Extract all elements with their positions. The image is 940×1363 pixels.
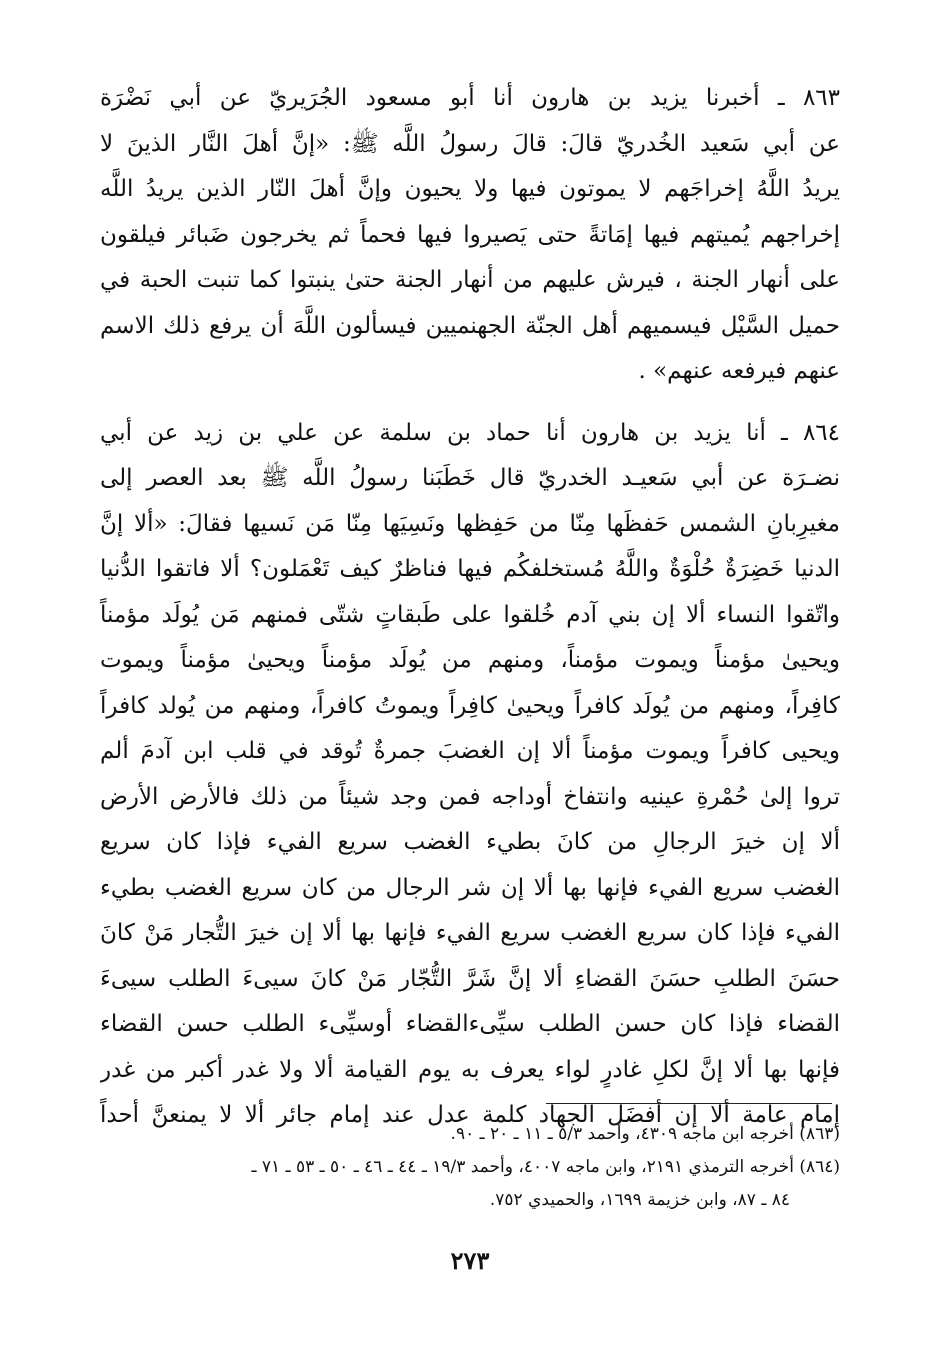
text-line: على أنهار الجنة ، فيرش عليهم من أنهار الجنة حتىٰ ينبتوا كما تنبت الحبة في — [100, 267, 840, 293]
text-line: حسَنَ الطلبِ حسَنَ القضاءِ ألا إنَّ شَرَّ التُّجّار مَنْ كانَ سيىءَ الطلب سيىءَ — [100, 965, 840, 992]
text-line: تروا إلىٰ حُمْرةِ عينيه وانتفاخ أوداجه فمن وجد شيئاً من ذلك فالأرض الأرض — [100, 783, 840, 810]
page-number: ٢٧٣ — [450, 1246, 490, 1275]
hadith-paragraph-863 — [100, 76, 840, 395]
text-line: ٨٦٣ ـ أخبرنا يزيد بن هارون أنا أبو مسعود الجُرَيريّ عن أبي نَضْرَة — [100, 85, 840, 111]
text-line: يريدُ اللَّهُ إخراجَهم لا يموتون فيها ولا يحيون وإنَّ أهلَ النّار الذين يريدُ اللَّه — [100, 176, 840, 202]
text-line: الغضب سريع الفيء فإنها بها ألا إن شر الرجال من كان سريع الغضب بطيء — [100, 874, 840, 901]
text-line: عن أبي سَعيد الخُدريّ قالَ: قالَ رسولُ اللَّه ﷺ: «إنَّ أهلَ النَّار الذينَ لا — [100, 130, 840, 157]
text-line: حميل السَّيْل فيسميهم أهل الجنّة الجهنميين فيسألون اللَّهَ أن يرفع ذلك الاسم — [100, 312, 840, 339]
text-line: مغيرِبانِ الشمس حَفظَها مِنّا من حَفِظها ونَسِيَها مِنّا مَن نَسيها فقالَ: «ألا إنَّ — [100, 510, 840, 537]
text-line: القضاء فإذا كان حسن الطلب سيِّىءالقضاء أوسيِّىء الطلب حسن القضاء — [100, 1011, 840, 1037]
text-line: نضـرَة عن أبي سَعيـد الخدريّ قال خَطَبَنا رسولُ اللَّه ﷺ بعد العصر إلى — [100, 465, 840, 491]
text-line: إخراجهم يُميتهم فيها إمَاتةً حتى يَصيروا فيها فحماً ثم يخرجون ضَبائر فيلقون — [100, 221, 840, 248]
main-text — [100, 76, 840, 1139]
text-line: فإنها بها ألا إنَّ لكلِ غادرٍ لواء يعرف به يوم القيامة ألا ولا غدر أكبر من غدر — [100, 1056, 840, 1083]
paragraph-gap — [100, 395, 840, 411]
footnote-864: (٨٦٤) أخرجه الترمذي ٢١٩١، وابن ماجه ٤٠٠٧، وأحمد ١٩/٣ ـ ٤٤ ـ ٤٦ ـ ٥٠ ـ ٥٣ ـ ٧١ ـ — [251, 1157, 840, 1177]
text-line: كافِراً، ومنهم من يُولَد كافراً ويحيىٰ كافِراً ويموتُ كافراً، ومنهم من يُولد كافراً — [100, 692, 840, 719]
text-line: ويحيى كافراً ويموت مؤمناً ألا إن الغضبَ جمرةٌ تُوقد في قلب ابن آدمَ ألم — [100, 738, 840, 764]
footnote-863: (٨٦٣) أخرجه ابن ماجه ٤٣٠٩، وأحمد ٥/٣ ـ ١١ ـ ٢٠ ـ ٩٠. — [450, 1124, 840, 1144]
text-line: إمام عامة ألا إن أفضَل الجهاد كلمة عدل عند إمام جائر ألا لا يمنعنَّ أحداً — [100, 1102, 840, 1128]
text-line: عنهم فيرفعه عنهم» . — [638, 358, 840, 384]
text-line: الفيء فإذا كان سريع الغضب سريع الفيء فإنها بها ألا إن خيرَ التُّجار مَنْ كانَ — [100, 920, 840, 946]
hadith-paragraph-864 — [100, 411, 840, 1139]
text-line: ويحيىٰ مؤمناً ويموت مؤمناً، ومنهم من يُولَد مؤمناً ويحيىٰ مؤمناً ويموت — [100, 647, 840, 673]
footnote-separator — [546, 1103, 832, 1104]
text-line: واتّقوا النساء ألا إن بني آدم خُلقوا على طَبقاتٍ شتّى فمنهم مَن يُولَد مؤمناً — [100, 601, 840, 628]
footnote-864-continued: ٨٤ ـ ٨٧، وابن خزيمة ١٦٩٩، والحميدي ٧٥٢. — [489, 1190, 790, 1210]
text-line: ألا إن خيرَ الرجالِ من كانَ بطيء الغضب سريع الفيء فإذا كان سريع — [100, 829, 840, 855]
text-line: الدنيا خَضِرَةٌ حُلْوَةٌ واللَّهُ مُستخلفكُم فيها فناظرٌ كيف تَعْمَلون؟ ألا فاتقوا الدُّنيا — [100, 556, 840, 582]
text-line: ٨٦٤ ـ أنا يزيد بن هارون أنا حماد بن سلمة عن علي بن زيد عن أبي — [100, 419, 840, 446]
footnotes — [100, 1118, 840, 1217]
